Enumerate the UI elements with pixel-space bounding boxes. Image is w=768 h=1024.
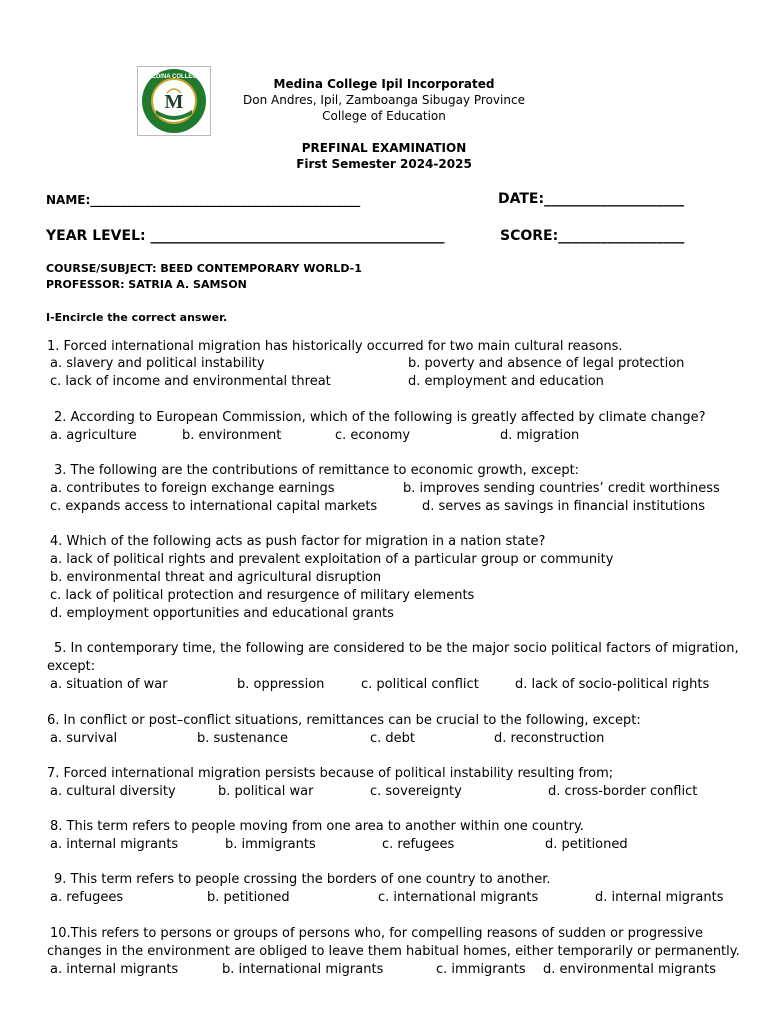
name-field[interactable]: NAME:_____________________________________________ bbox=[46, 193, 361, 207]
q10-choice-b[interactable]: b. international migrants bbox=[222, 962, 384, 977]
q6-choice-a[interactable]: a. survival bbox=[50, 731, 118, 746]
q10-choice-c[interactable]: c. immigrants bbox=[436, 962, 526, 977]
q6-choice-d[interactable]: d. reconstruction bbox=[494, 731, 605, 746]
svg-text:MEDINA COLLEGE: MEDINA COLLEGE bbox=[146, 74, 202, 80]
q3-choice-c[interactable]: c. expands access to international capital markets bbox=[50, 499, 378, 514]
q8-choice-c[interactable]: c. refugees bbox=[382, 837, 455, 852]
q5-choice-a[interactable]: a. situation of war bbox=[50, 677, 168, 692]
year-level-field[interactable]: YEAR LEVEL: __________________________________________ bbox=[46, 228, 445, 244]
q2-choice-a[interactable]: a. agriculture bbox=[50, 428, 137, 443]
question-7-stem: 7. Forced international migration persists because of political instability resulting from; bbox=[47, 766, 614, 781]
question-3-stem: 3. The following are the contributions of remittance to economic growth, except: bbox=[54, 463, 580, 478]
q8-choice-d[interactable]: d. petitioned bbox=[545, 837, 628, 852]
score-field[interactable]: SCORE:__________________ bbox=[500, 228, 685, 244]
q9-choice-a[interactable]: a. refugees bbox=[50, 890, 124, 905]
question-10-stem-cont: changes in the environment are obliged to leave them habitual homes, either temporarily or permanently. bbox=[47, 944, 740, 959]
q5-choice-b[interactable]: b. oppression bbox=[237, 677, 325, 692]
q1-choice-d[interactable]: d. employment and education bbox=[408, 374, 604, 389]
q2-choice-c[interactable]: c. economy bbox=[335, 428, 411, 443]
q2-choice-b[interactable]: b. environment bbox=[182, 428, 282, 443]
q4-choice-c[interactable]: c. lack of political protection and resurgence of military elements bbox=[50, 588, 475, 603]
q9-choice-d[interactable]: d. internal migrants bbox=[595, 890, 724, 905]
q7-choice-a[interactable]: a. cultural diversity bbox=[50, 784, 176, 799]
q4-choice-d[interactable]: d. employment opportunities and educational grants bbox=[50, 606, 394, 621]
q7-choice-d[interactable]: d. cross-border conflict bbox=[548, 784, 698, 799]
question-9-stem: 9. This term refers to people crossing the borders of one country to another. bbox=[54, 872, 551, 887]
q7-choice-b[interactable]: b. political war bbox=[218, 784, 314, 799]
question-5-stem: 5. In contemporary time, the following are considered to be the major socio political factors of migration, bbox=[54, 641, 739, 656]
q10-choice-a[interactable]: a. internal migrants bbox=[50, 962, 179, 977]
q9-choice-b[interactable]: b. petitioned bbox=[207, 890, 290, 905]
q9-choice-c[interactable]: c. international migrants bbox=[378, 890, 539, 905]
professor: PROFESSOR: SATRIA A. SAMSON bbox=[46, 278, 247, 291]
q3-choice-d[interactable]: d. serves as savings in financial institutions bbox=[422, 499, 705, 514]
q7-choice-c[interactable]: c. sovereignty bbox=[370, 784, 462, 799]
q1-choice-b[interactable]: b. poverty and absence of legal protection bbox=[408, 356, 685, 371]
question-1-stem: 1. Forced international migration has historically occurred for two main cultural reasons. bbox=[47, 339, 623, 354]
semester: First Semester 2024-2025 bbox=[296, 157, 472, 171]
section-instructions: I-Encircle the correct answer. bbox=[46, 311, 228, 324]
svg-text:M: M bbox=[164, 91, 184, 113]
college-name: College of Education bbox=[322, 109, 446, 123]
school-address: Don Andres, Ipil, Zamboanga Sibugay Province bbox=[243, 93, 525, 107]
date-field[interactable]: DATE:____________________ bbox=[498, 191, 685, 207]
question-2-stem: 2. According to European Commission, which of the following is greatly affected by climate change? bbox=[54, 410, 706, 425]
course-subject: COURSE/SUBJECT: BEED CONTEMPORARY WORLD-1 bbox=[46, 262, 362, 275]
q8-choice-a[interactable]: a. internal migrants bbox=[50, 837, 179, 852]
question-6-stem: 6. In conflict or post–conflict situations, remittances can be crucial to the following, except: bbox=[47, 713, 641, 728]
q5-choice-d[interactable]: d. lack of socio-political rights bbox=[515, 677, 710, 692]
q3-choice-b[interactable]: b. improves sending countries’ credit worthiness bbox=[403, 481, 720, 496]
exam-title: PREFINAL EXAMINATION bbox=[301, 141, 467, 155]
q8-choice-b[interactable]: b. immigrants bbox=[225, 837, 316, 852]
q4-choice-a[interactable]: a. lack of political rights and prevalent exploitation of a particular group or community bbox=[50, 552, 614, 567]
q5-choice-c[interactable]: c. political conflict bbox=[361, 677, 479, 692]
question-8-stem: 8. This term refers to people moving from one area to another within one country. bbox=[50, 819, 584, 834]
question-10-stem: 10.This refers to persons or groups of persons who, for compelling reasons of sudden or progressive bbox=[50, 926, 703, 941]
question-4-stem: 4. Which of the following acts as push factor for migration in a nation state? bbox=[50, 534, 546, 549]
q10-choice-d[interactable]: d. environmental migrants bbox=[543, 962, 716, 977]
q2-choice-d[interactable]: d. migration bbox=[500, 428, 580, 443]
q6-choice-c[interactable]: c. debt bbox=[370, 731, 416, 746]
q3-choice-a[interactable]: a. contributes to foreign exchange earnings bbox=[50, 481, 335, 496]
question-5-stem-cont: except: bbox=[47, 659, 96, 674]
q4-choice-b[interactable]: b. environmental threat and agricultural disruption bbox=[50, 570, 382, 585]
school-name: Medina College Ipil Incorporated bbox=[273, 77, 495, 91]
q1-choice-c[interactable]: c. lack of income and environmental threat bbox=[50, 374, 331, 389]
q6-choice-b[interactable]: b. sustenance bbox=[197, 731, 288, 746]
q1-choice-a[interactable]: a. slavery and political instability bbox=[50, 356, 265, 371]
